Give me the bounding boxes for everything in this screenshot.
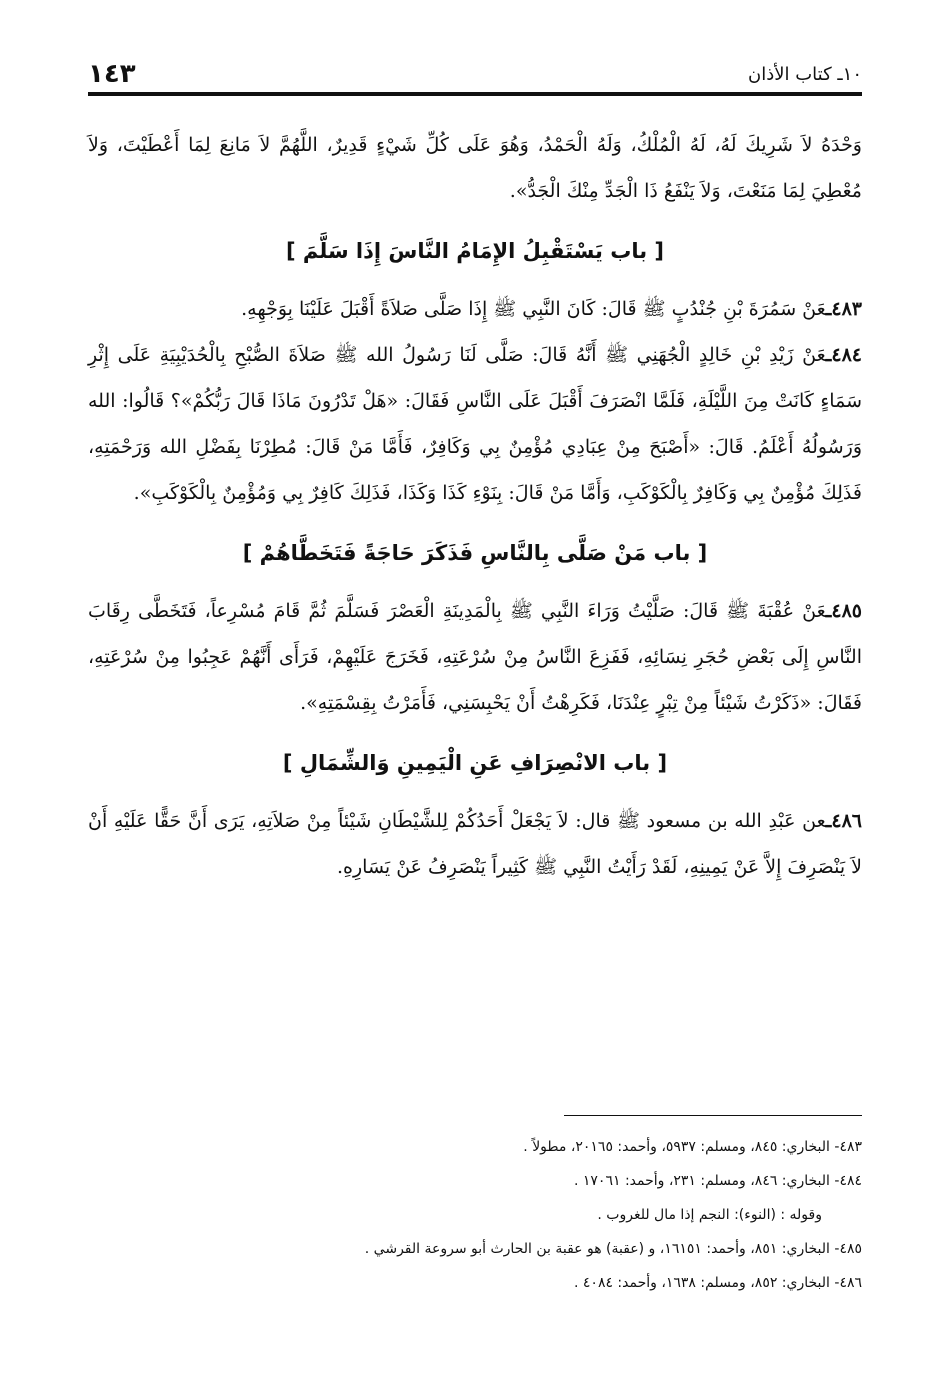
- header-rule: [88, 92, 862, 96]
- chapter-heading: [ باب مَنْ صَلَّى بِالنَّاسِ فَذَكَرَ حَاجَةً فَتَخَطَّاهُمْ ]: [242, 541, 708, 565]
- page-number: ١٤٣: [88, 59, 136, 89]
- hadith-number: ٤٨٣ـ: [825, 298, 862, 320]
- footnote-484-note: وقوله : (النوء): النجم إذا مال للغروب .: [597, 1207, 822, 1223]
- footnote-486: ٤٨٦- البخاري: ٨٥٢، ومسلم: ١٦٣٨، وأحمد: ٤٠٨٤ .: [574, 1275, 862, 1291]
- footnote-483: ٤٨٣- البخاري: ٨٤٥، ومسلم: ٥٩٣٧، وأحمد: ٢٠١٦٥، مطولاً .: [523, 1139, 862, 1155]
- hadith-484: [88, 332, 862, 516]
- footnote-rule: [564, 1115, 862, 1116]
- hadith-text: عن عَبْدِ الله بن مسعود ﷺ قال: لاَ يَجْعَلْ أَحَدُكُمْ لِلشَّيْطَانِ شَيْئاً مِنْ صَلاَتِهِ، يَرَى أَنَّ حَقًّا عَلَيْهِ أَنْ لاَ يَنْصَرِفَ إِلاَّ عَنْ يَمِينِهِ، لَقَدْ رَأَيْتُ النَّبِي ﷺ كَثِيراً يَنْصَرِفُ عَنْ يَسَارِهِ.: [88, 810, 862, 878]
- footnotes: [88, 1130, 862, 1300]
- hadith-486: [88, 798, 862, 890]
- hadith-485: [88, 588, 862, 726]
- chapter-heading: [ باب الانْصِرَافِ عَنِ الْيَمِينِ وَالشِّمَالِ ]: [282, 751, 668, 775]
- hadith-483: [88, 286, 862, 332]
- footnote-485: ٤٨٥- البخاري: ٨٥١، وأحمد: ١٦١٥١، و (عقبة) هو عقبة بن الحارث أبو سروعة القرشي .: [364, 1241, 862, 1257]
- hadith-text: عَنْ سَمُرَةَ بْنِ جُنْدُبٍ ﷺ قَالَ: كَانَ النَّبِي ﷺ إِذَا صَلَّى صَلاَةً أَقْبَلَ عَلَيْنَا بِوَجْهِهِ.: [241, 298, 826, 320]
- continuation-paragraph: وَحْدَهُ لاَ شَرِيكَ لَهُ، لَهُ الْمُلْكُ، وَلَهُ الْحَمْدُ، وَهُوَ عَلَى كُلِّ شَيْءٍ قَدِيرٌ، اللَّهُمَّ لاَ مَانِعَ لِمَا أَعْطَيْتَ، وَلاَ مُعْطِيَ لِمَا مَنَعْتَ، وَلاَ يَنْفَعُ ذَا الْجَدِّ مِنْكَ الْجَدُّ».: [88, 134, 862, 202]
- running-header: [88, 55, 862, 93]
- chapter-heading: [ باب يَسْتَقْبِلُ الإِمَامُ النَّاسَ إِذَا سَلَّمَ ]: [286, 239, 664, 263]
- footnote-484: ٤٨٤- البخاري: ٨٤٦، ومسلم: ٢٣١، وأحمد: ١٧٠٦١ .: [573, 1173, 862, 1189]
- hadith-number: ٤٨٤ـ: [825, 344, 862, 366]
- main-text: [88, 122, 862, 890]
- hadith-text: عَنْ زَيْدِ بْنِ خَالِدٍ الْجُهَنِي ﷺ أَنَّهُ قَالَ: صَلَّى لَنَا رَسُولُ الله ﷺ صَلاَةَ الصُّبْحِ بِالْحُدَيْبِيَةِ عَلَى إِثْرِ سَمَاءٍ كَانَتْ مِنَ اللَّيْلَةِ، فَلَمَّا انْصَرَفَ أَقْبَلَ عَلَى النَّاسِ فَقَالَ: «هَلْ تَدْرُونَ مَاذَا قَالَ رَبُّكُمْ»؟ قَالُوا: الله وَرَسُولُهُ أَعْلَمُ. قَالَ: «أَصْبَحَ مِنْ عِبَادِي مُؤْمِنٌ بِي وَكَافِرٌ، فَأَمَّا مَنْ قَالَ: مُطِرْنَا بِفَضْلِ الله وَرَحْمَتِهِ، فَذَلِكَ مُؤْمِنٌ بِي وَكَافِرٌ بِالْكَوْكَبِ، وَأَمَّا مَنْ قَالَ: بِنَوْءِ كَذَا وَكَذَا، فَذَلِكَ كَافِرٌ بِي وَمُؤْمِنٌ بِالْكَوْكَبِ».: [88, 344, 862, 504]
- hadith-number: ٤٨٥ـ: [825, 600, 862, 622]
- hadith-text: عَنْ عُقْبَةَ ﷺ قَالَ: صَلَّيْتُ وَرَاءَ النَّبِي ﷺ بِالْمَدِينَةِ الْعَصْرَ فَسَلَّمَ ثُمَّ قَامَ مُسْرِعاً، فَتَخَطَّى رِقَابَ النَّاسِ إِلَى بَعْضِ حُجَرِ نِسَائِهِ، فَفَزِعَ النَّاسُ مِنْ سُرْعَتِهِ، فَخَرَجَ عَلَيْهِمْ، فَرَأَى أَنَّهُمْ عَجِبُوا مِنْ سُرْعَتِهِ، فَقَالَ: «ذَكَرْتُ شَيْئاً مِنْ تِبْرٍ عِنْدَنَا، فَكَرِهْتُ أَنْ يَحْبِسَنِي، فَأَمَرْتُ بِقِسْمَتِهِ».: [88, 600, 862, 714]
- chapter-title: ١٠ـ كتاب الأذان: [748, 63, 862, 85]
- hadith-number: ٤٨٦ـ: [825, 810, 862, 832]
